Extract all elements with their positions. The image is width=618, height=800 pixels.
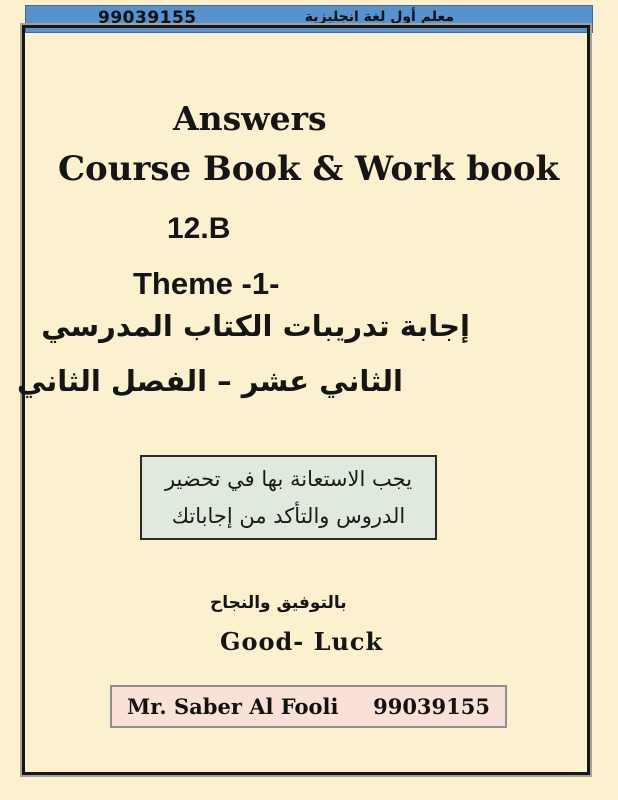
title-course-workbook: Course Book & Work book xyxy=(58,149,560,189)
header-title-arabic: معلم أول لغة انجليزية xyxy=(304,9,454,25)
header-phone-number: 99039155 xyxy=(98,8,197,28)
title-answers: Answers xyxy=(173,99,327,138)
title-grade: 12.B xyxy=(167,212,231,245)
closing-good-luck: Good- Luck xyxy=(220,627,384,656)
note-box xyxy=(140,455,437,540)
closing-arabic: بالتوفيق والنجاح xyxy=(210,593,347,613)
page-border-frame xyxy=(17,25,590,775)
title-arabic-grade-term: الثاني عشر – الفصل الثاني xyxy=(17,364,403,398)
footer-strip xyxy=(110,685,507,728)
title-arabic-answers: إجابة تدريبات الكتاب المدرسي xyxy=(41,309,470,343)
title-theme: Theme -1- xyxy=(133,266,280,301)
note-line-1: يجب الاستعانة بها في تحضير xyxy=(164,467,413,491)
footer-phone-number: 99039155 xyxy=(373,694,490,719)
footer-teacher-name: Mr. Saber Al Fooli xyxy=(127,694,339,719)
note-line-2: الدروس والتأكد من إجاباتك xyxy=(171,504,406,528)
